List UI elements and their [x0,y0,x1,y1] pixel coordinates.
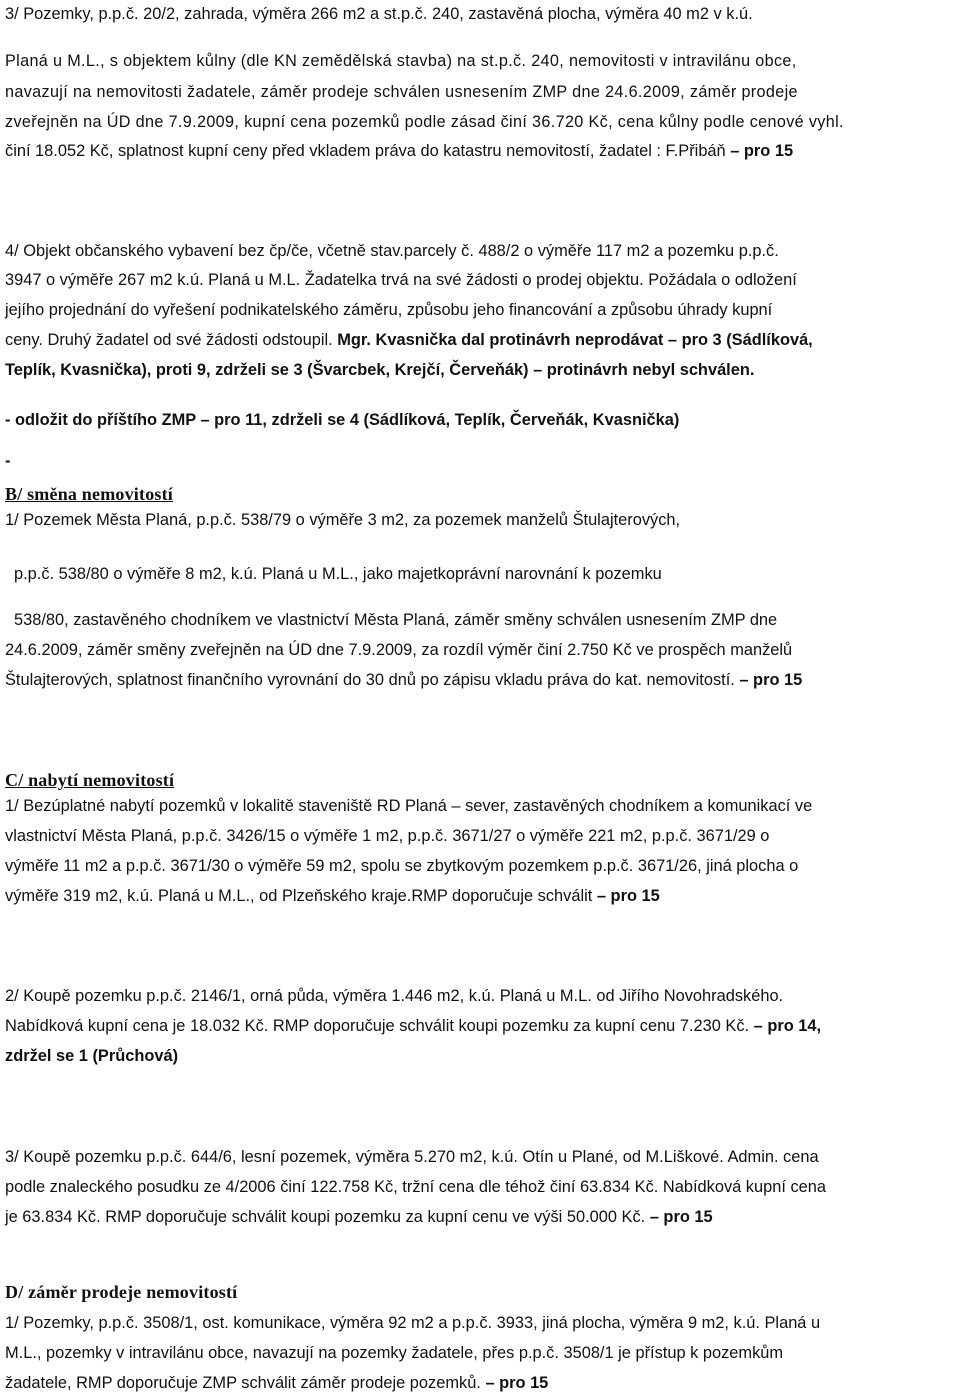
text-line [5,410,679,430]
text-line [5,141,793,161]
text-line [5,1373,548,1393]
vote-result: – pro 15 [649,1208,713,1226]
text-segment: žadatele, RMP doporučuje ZMP schválit záměr prodeje pozemků. [5,1374,481,1392]
text-line: výměře 11 m2 a p.p.č. 3671/30 o výměře 59 m2, spolu se zbytkovým pozemkem p.p.č. 3671/26, jiná plocha o [5,857,799,875]
text-segment: Štulajterových, splatnost finančního vyrovnání do 30 dnů po zápisu vkladu práva do kat. nemovitostí. [5,671,735,689]
text-line: p.p.č. 538/80 o výměře 8 m2, k.ú. Planá u M.L., jako majetkoprávní narovnání k pozemku [14,565,662,583]
counter-proposal: Mgr. Kvasnička dal protinávrh neprodávat – pro 3 (Sádlíková, [337,331,813,349]
text-segment: činí 18.052 Kč, splatnost kupní ceny před vkladem práva do katastru nemovitostí, žadatel : F.Přibáň [5,142,726,160]
text-line: jejího projednání do vyřešení podnikatelského záměru, způsobu jeho financování a způsobu úhrady kupní [5,301,773,319]
section-heading-d: D/ záměr prodeje nemovitostí [5,1282,238,1302]
text-segment: je 63.834 Kč. RMP doporučuje schválit koupi pozemku za kupní cenu ve výši 50.000 Kč. [5,1208,646,1226]
counter-proposal-result: Teplík, Kvasnička), proti 9, zdrželi se 3 (Švarcbek, Krejčí, Červeňák) – protinávrh nebyl schválen. [5,361,755,379]
dash-marker: - [5,452,11,470]
text-line: 2/ Koupě pozemku p.p.č. 2146/1, orná půda, výměra 1.446 m2, k.ú. Planá u M.L. od Jiřího Novohradského. [5,987,784,1005]
vote-result: – pro 15 [730,142,794,160]
text-line [5,1046,178,1066]
text-line: podle znaleckého posudku ze 4/2006 činí 122.758 Kč, tržní cena dle téhož činí 63.834 Kč. Nabídková kupní cena [5,1178,826,1196]
postpone-result: - odložit do příštího ZMP – pro 11, zdrželi se 4 (Sádlíková, Teplík, Červeňák, Kvasnička) [5,411,680,429]
text-line [5,1016,821,1036]
vote-result: – pro 14, [753,1017,822,1035]
text-line: 3947 o výměře 267 m2 k.ú. Planá u M.L. Žadatelka trvá na své žádosti o prodej objektu. Požádala o odložení [5,271,797,289]
text-line: 3/ Pozemky, p.p.č. 20/2, zahrada, výměra 266 m2 a st.p.č. 240, zastavěná plocha, výměra 40 m2 v k.ú. [5,5,753,23]
text-segment: Nabídková kupní cena je 18.032 Kč. RMP doporučuje schválit koupi pozemku za kupní cenu 7.230 Kč. [5,1017,750,1035]
text-line: 1/ Pozemky, p.p.č. 3508/1, ost. komunikace, výměra 92 m2 a p.p.č. 3933, jiná plocha, výměra 9 m2, k.ú. Planá u [5,1314,821,1332]
text-line: 1/ Bezúplatné nabytí pozemků v lokalitě staveniště RD Planá – sever, zastavěných chodníkem a komunikací ve [5,797,813,815]
section-heading-c: C/ nabytí nemovitostí [5,770,175,790]
text-line: M.L., pozemky v intravilánu obce, navazují na pozemky žadatele, přes p.p.č. 3508/1 je přístup k pozemkům [5,1344,784,1362]
text-line: 24.6.2009, záměr směny zveřejněn na ÚD dne 7.9.2009, za rozdíl výměr činí 2.750 Kč ve prospěch manželů [5,641,793,659]
vote-abstention: zdržel se 1 (Průchová) [5,1047,179,1065]
text-line [5,1207,713,1227]
text-line: zveřejněn na ÚD dne 7.9.2009, kupní cena pozemků podle zásad činí 36.720 Kč, cena kůlny podle cenové vyhl. [5,113,844,131]
text-segment: výměře 319 m2, k.ú. Planá u M.L., od Plzeňského kraje.RMP doporučuje schválit [5,887,593,905]
text-line: 3/ Koupě pozemku p.p.č. 644/6, lesní pozemek, výměra 5.270 m2, k.ú. Otín u Plané, od M.Liškové. Admin. cena [5,1148,819,1166]
text-line [5,670,802,690]
text-line [5,451,10,471]
text-line [5,330,813,350]
text-line [5,360,754,380]
text-line: 538/80, zastavěného chodníkem ve vlastnictví Města Planá, záměr směny schválen usnesením ZMP dne [14,611,778,629]
text-line [5,886,660,906]
vote-result: – pro 15 [485,1374,549,1392]
vote-result: – pro 15 [739,671,803,689]
text-line: Planá u M.L., s objektem kůlny (dle KN zemědělská stavba) na st.p.č. 240, nemovitosti v intravilánu obce, [5,52,797,70]
text-segment: ceny. Druhý žadatel od své žádosti odstoupil. [5,331,333,349]
text-line: navazují na nemovitosti žadatele, záměr prodeje schválen usnesením ZMP dne 24.6.2009, záměr prodeje [5,83,798,101]
vote-result: – pro 15 [596,887,660,905]
text-line: 1/ Pozemek Města Planá, p.p.č. 538/79 o výměře 3 m2, za pozemek manželů Štulajterových, [5,511,681,529]
section-heading-b: B/ směna nemovitostí [5,484,173,504]
text-line: 4/ Objekt občanského vybavení bez čp/če, včetně stav.parcely č. 488/2 o výměře 117 m2 a pozemku p.p.č. [5,242,779,260]
text-line: vlastnictví Města Planá, p.p.č. 3426/15 o výměře 1 m2, p.p.č. 3671/27 o výměře 221 m2, p.p.č. 3671/29 o [5,827,770,845]
